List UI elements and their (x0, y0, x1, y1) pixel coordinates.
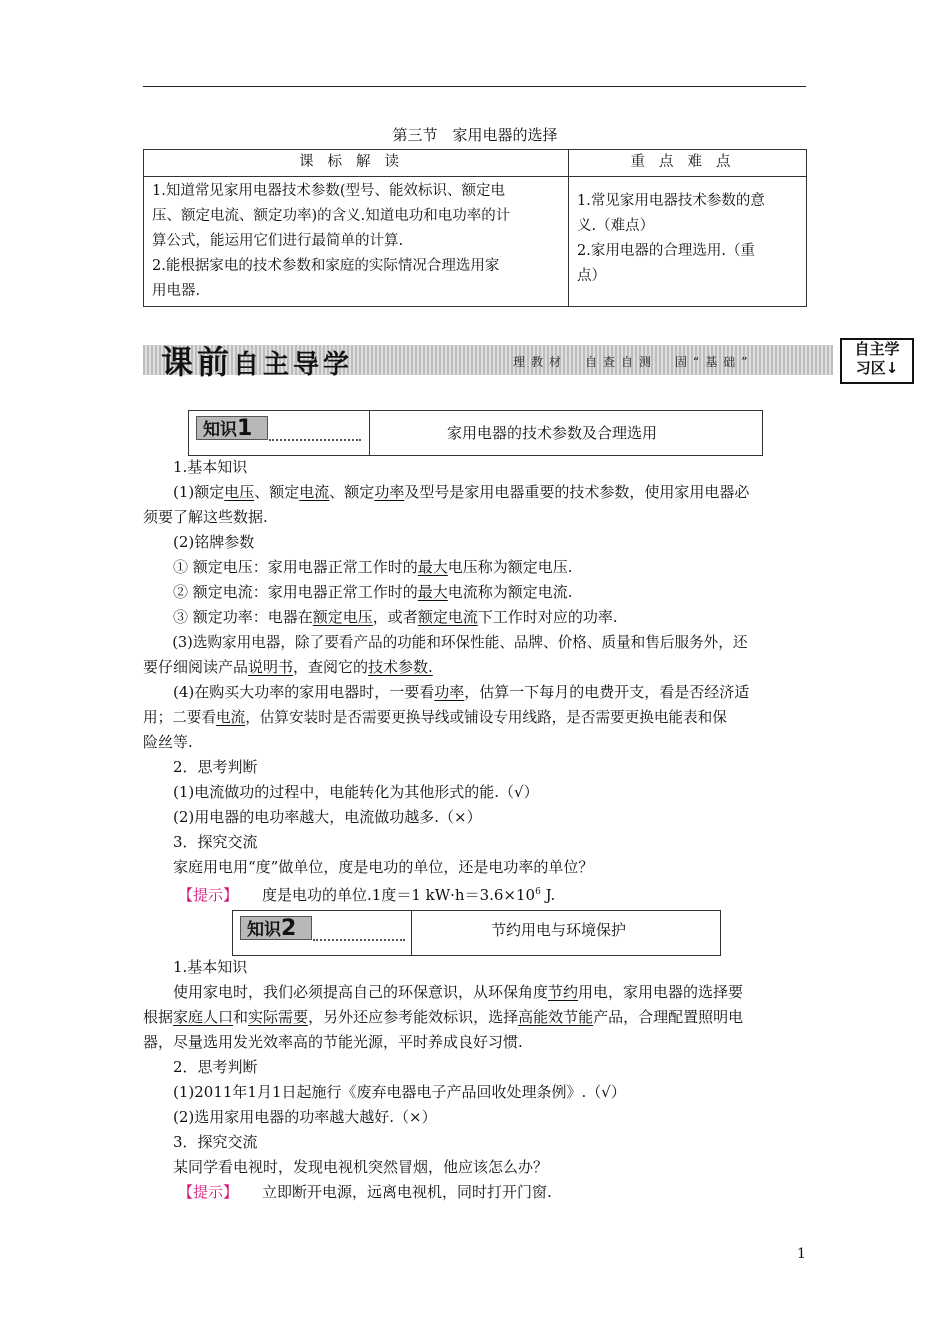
section-title: 第三节 家用电器的选择 (392, 126, 558, 144)
k1-basic-label: 1.基本知识 (173, 458, 248, 476)
knowledge-1-badge: 知识1 (196, 416, 268, 440)
k2-judge-1: (1)2011年1月1日起施行《废弃电器电子产品回收处理条例》.（√） (173, 1083, 626, 1101)
objectives-table (143, 149, 807, 307)
k1-para-7: (4)在购买大功率的家用电器时，一要看功率，估算一下每月的电费开支，看是否经济适 (173, 683, 750, 701)
k1-para-6: (3)选购家用电器，除了要看产品的功能和环保性能、品牌、价格、质量和售后服务外，还 (172, 634, 748, 651)
knowledge-2-divider (411, 911, 412, 955)
k1-explore-label: 3．探究交流 (173, 833, 258, 851)
k1-para-2: (2)铭牌参数 (173, 533, 255, 551)
k1-para-7-cont: 用；二要看电流，估算安装时是否需要更换导线或铺设专用线路，是否需要更换电能表和保 (143, 709, 727, 726)
k2-question: 某同学看电视时，发现电视机突然冒烟，他应该怎么办？ (173, 1158, 549, 1176)
k1-question: 家庭用电用“度”做单位，度是电功的单位，还是电功率的单位？ (173, 858, 594, 876)
k1-judge-2: (2)用电器的电功率越大，电流做功越多.（×） (173, 808, 482, 826)
header-rule (143, 86, 806, 87)
k1-para-5: ③ 额定功率：电器在额定电压，或者额定电流下工作时对应的功率. (173, 608, 618, 626)
k1-judge-1: (1)电流做功的过程中，电能转化为其他形式的能.（√） (173, 783, 539, 801)
k2-judge-label: 2．思考判断 (173, 1058, 258, 1076)
knowledge-1-dots (269, 439, 361, 441)
self-study-label: 自主学 习区↓ (840, 338, 914, 384)
k2-tip: 【提示】 立即断开电源，远离电视机，同时打开门窗. (178, 1183, 552, 1201)
banner-title: 课前自主导学 (161, 343, 354, 381)
objectives-col2-body: 1.常见家用电器技术参数的意 义.（难点） 2.家用电器的合理选用.（重 点） (569, 177, 807, 307)
knowledge-2-header (232, 910, 721, 956)
knowledge-1-divider (369, 411, 370, 455)
page-number: 1 (797, 1246, 806, 1262)
k2-para-1-end: 器，尽量选用发光效率高的节能光源，平时养成良好习惯. (143, 1033, 523, 1051)
knowledge-2-title: 节约用电与环境保护 (491, 921, 627, 939)
k2-explore-label: 3．探究交流 (173, 1133, 258, 1151)
knowledge-2-dots (313, 939, 405, 941)
knowledge-1-header (188, 410, 763, 456)
k1-tip: 【提示】 度是电功的单位.1度＝1 $kW\cdot h=3.6\times 10^6$ J. (178, 886, 556, 904)
banner-subtitle: 理教材 自查自测 固“基础” (513, 355, 754, 369)
k2-para-1: 使用家电时，我们必须提高自己的环保意识，从环保角度节约用电，家用电器的选择要 (173, 983, 744, 1001)
k2-judge-2: (2)选用家用电器的功率越大越好.（×） (173, 1108, 437, 1126)
k1-judge-label: 2．思考判断 (173, 758, 258, 776)
k1-para-1: (1)额定电压、额定电流、额定功率及型号是家用电器重要的技术参数，使用家用电器必 (173, 483, 750, 501)
knowledge-2-badge: 知识2 (240, 916, 312, 940)
objectives-col2-header: 重点难点 (569, 150, 807, 177)
knowledge-1-title: 家用电器的技术参数及合理选用 (447, 424, 658, 442)
k1-para-4: ② 额定电流：家用电器正常工作时的最大电流称为额定电流. (173, 583, 573, 601)
k2-para-1-cont: 根据家庭人口和实际需要，另外还应参考能效标识，选择高能效节能产品，合理配置照明电 (143, 1008, 744, 1026)
k1-para-7-end: 险丝等. (143, 733, 193, 751)
objectives-col1-body: 1.知道常见家用电器技术参数(型号、能效标识、额定电 压、额定电流、额定功率)的含义.知道电功和电功率的计 算公式，能运用它们进行最简单的计算. 2.能根据家电的技术参数和家庭的实际情况合理选用家 用电器. (144, 177, 569, 307)
k1-para-1-cont: 须要了解这些数据. (143, 508, 268, 526)
k2-basic-label: 1.基本知识 (173, 958, 248, 976)
k1-para-3: ① 额定电压：家用电器正常工作时的最大电压称为额定电压. (173, 558, 573, 576)
objectives-col1-header: 课标解读 (144, 150, 569, 177)
k1-para-6-cont: 要仔细阅读产品说明书，查阅它的技术参数. (143, 658, 433, 676)
section-banner (143, 341, 833, 379)
